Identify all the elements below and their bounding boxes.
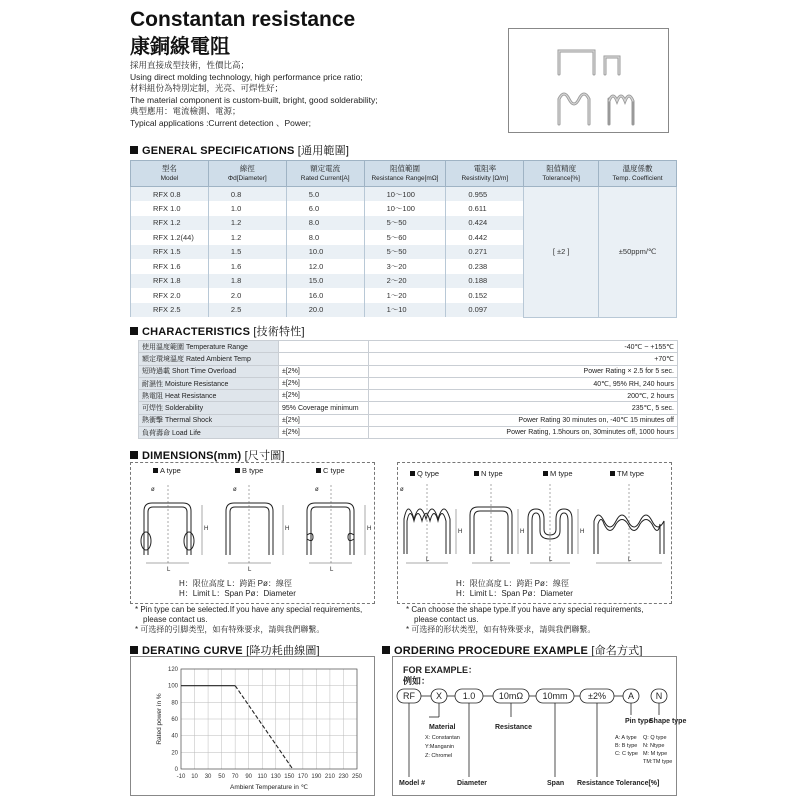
series-line bbox=[235, 686, 293, 769]
left-notes: * Pin type can be selected.If you have any special requirements, please contact us. * 可选择的引脚类型，如有特殊要求，請與我們聯繫。 bbox=[135, 605, 363, 634]
svg-text:Z: Chromel: Z: Chromel bbox=[425, 753, 453, 759]
l-label: L bbox=[330, 567, 334, 573]
right-dimension-drawings bbox=[398, 479, 671, 571]
for-example-label: FOR EXAMPLE： bbox=[403, 665, 478, 675]
n-type-label: N type bbox=[474, 469, 503, 478]
temp-coeff-cell: ±50ppm/℃ bbox=[599, 187, 677, 318]
char-condition: 40℃, 95% RH, 240 hours bbox=[369, 377, 678, 389]
char-deviation: ±[2%] bbox=[279, 427, 369, 439]
phi-label: ø bbox=[400, 487, 404, 493]
ordering-diagram bbox=[393, 657, 687, 795]
char-deviation: ±[2%] bbox=[279, 414, 369, 426]
h-label: H bbox=[520, 529, 525, 535]
q-type-label: Q type bbox=[410, 469, 439, 478]
x-tick-label: 170 bbox=[297, 774, 308, 780]
char-label: 可焊性 Solderability bbox=[139, 402, 279, 414]
x-tick-label: -10 bbox=[176, 774, 186, 780]
x-tick-label: 130 bbox=[270, 774, 281, 780]
x-tick-label: 190 bbox=[311, 774, 322, 780]
svg-text:TM:TM type: TM:TM type bbox=[643, 759, 673, 765]
l-label: L bbox=[628, 557, 632, 563]
intro-line: 材料組份為特別定制，光亮、可焊性好； bbox=[130, 83, 284, 93]
svg-text:X: Constantan: X: Constantan bbox=[425, 735, 460, 741]
legend-en: H：Limit L：Span Pø：Diameter bbox=[179, 589, 296, 598]
y-tick-label: 80 bbox=[171, 700, 178, 707]
y-tick-label: 60 bbox=[171, 717, 178, 723]
x-axis-label: Ambient Temperature in ℃ bbox=[230, 784, 308, 791]
table-row: RFX 1.6 1.6 12.0 3～20 0.238 bbox=[131, 259, 677, 274]
dimensions-right-box bbox=[397, 462, 672, 604]
general-specs-heading: GENERAL SPECIFICATIONS [通用範圍] bbox=[130, 142, 349, 158]
table-row: RFX 0.8 0.8 5.0 10～100 0.955 [ ±2 ] ±50ppm/℃ bbox=[131, 187, 677, 202]
pin-title: Pin type bbox=[625, 718, 653, 725]
char-condition: +70℃ bbox=[369, 353, 678, 365]
h-label: H bbox=[285, 526, 290, 532]
char-condition: Power Rating 30 minutes on, -40℃ 15 minutes off bbox=[369, 414, 678, 426]
x-tick-label: 230 bbox=[338, 774, 349, 780]
characteristics-row bbox=[139, 377, 678, 389]
svg-text:N: Ntype: N: Ntype bbox=[643, 743, 665, 749]
characteristics-table bbox=[138, 340, 678, 439]
char-deviation: 95% Coverage minimum bbox=[279, 402, 369, 414]
phi-label: ø bbox=[315, 487, 319, 493]
phi-label: ø bbox=[151, 487, 155, 493]
m-type-label: M type bbox=[543, 469, 573, 478]
resistance-title: Resistance bbox=[495, 724, 532, 731]
char-deviation: ±[2%] bbox=[279, 377, 369, 389]
diameter-label: Diameter bbox=[457, 780, 487, 787]
table-row: RFX 1.0 1.0 6.0 10～100 0.611 bbox=[131, 201, 677, 216]
span-label: Span bbox=[547, 780, 565, 787]
derating-chart bbox=[131, 657, 374, 795]
h-label: H bbox=[580, 529, 585, 535]
char-condition: 200℃, 2 hours bbox=[369, 390, 678, 402]
x-tick-label: 110 bbox=[257, 774, 268, 780]
char-condition: 235℃, 5 sec. bbox=[369, 402, 678, 414]
y-tick-label: 20 bbox=[171, 750, 178, 757]
derating-chart-box bbox=[130, 656, 375, 796]
char-deviation: ±[2%] bbox=[279, 390, 369, 402]
characteristics-row bbox=[139, 414, 678, 426]
col-header: 額定電流 Rated Current[A] bbox=[286, 161, 364, 187]
square-bullet-icon bbox=[130, 146, 138, 154]
col-header: 溫度係數 Temp. Coefficient bbox=[599, 161, 677, 187]
l-label: L bbox=[248, 567, 252, 573]
col-header: 阻值範圍 Resistance Range[mΩ] bbox=[364, 161, 446, 187]
tolerance-label: Resistance Tolerance[%] bbox=[577, 780, 660, 787]
col-header: 型名 Model bbox=[131, 161, 209, 187]
dimensions-left-box bbox=[130, 462, 375, 604]
col-header: 阻值精度 Tolerance[%] bbox=[524, 161, 599, 187]
legend-zh: H：限位高度 L：跨距 Pø：線徑 bbox=[179, 579, 292, 588]
square-bullet-icon bbox=[130, 646, 138, 654]
table-row: RFX 1.8 1.8 15.0 2～20 0.188 bbox=[131, 274, 677, 289]
intro-line: Typical applications :Current detection 、Power; bbox=[130, 117, 311, 128]
char-deviation bbox=[279, 341, 369, 353]
square-bullet-icon bbox=[130, 327, 138, 335]
char-condition: Power Rating, 1.5hours on, 30minutes off, 1000 hours bbox=[369, 427, 678, 439]
characteristics-row bbox=[139, 402, 678, 414]
x-tick-label: 30 bbox=[204, 774, 212, 780]
ordering-box bbox=[392, 656, 687, 796]
char-label: 使用溫度範圍 Temperature Range bbox=[139, 341, 279, 353]
x-tick-label: 70 bbox=[231, 774, 239, 780]
char-condition: -40℃ ~ +155℃ bbox=[369, 341, 678, 353]
table-row: RFX 2.5 2.5 20.0 1～10 0.097 bbox=[131, 303, 677, 318]
table-row: RFX 1.5 1.5 10.0 5～50 0.271 bbox=[131, 245, 677, 260]
c-type-label: C type bbox=[316, 466, 345, 475]
svg-text:Q: Q type: Q: Q type bbox=[643, 735, 667, 741]
example-zh-label: 例如： bbox=[403, 676, 431, 686]
derating-heading: DERATING CURVE [降功耗曲線圖] bbox=[130, 642, 320, 658]
intro-line: Using direct molding technology, high performance price ratio; bbox=[130, 71, 363, 82]
svg-text:Y:Manganin: Y:Manganin bbox=[425, 744, 455, 750]
table-row: RFX 1.2 1.2 8.0 5～50 0.424 bbox=[131, 216, 677, 231]
code-pin-type: A bbox=[627, 691, 635, 701]
table-row: RFX 2.0 2.0 16.0 1～20 0.152 bbox=[131, 288, 677, 303]
shape-title: Shape type bbox=[649, 718, 687, 725]
svg-text:B: B type: B: B type bbox=[615, 743, 638, 749]
svg-text:A: A type: A: A type bbox=[615, 735, 637, 741]
y-tick-label: 40 bbox=[171, 733, 178, 740]
char-label: 額定環境溫度 Rated Ambient Temp bbox=[139, 353, 279, 365]
h-label: H bbox=[367, 526, 372, 532]
a-type-label: A type bbox=[153, 466, 181, 475]
intro-line: 採用直接成型技術，性價比高； bbox=[130, 60, 250, 70]
char-label: 熱衝擊 Thermal Shock bbox=[139, 414, 279, 426]
char-label: 耐濕性 Moisture Resistance bbox=[139, 377, 279, 389]
col-header: 線徑 Φd[Diameter] bbox=[208, 161, 286, 187]
characteristics-row bbox=[139, 353, 678, 365]
x-tick-label: 90 bbox=[245, 774, 253, 780]
code-model: RF bbox=[403, 691, 415, 701]
char-label: 短時過載 Short Time Overload bbox=[139, 365, 279, 377]
code-span: 10mm bbox=[542, 691, 568, 701]
table-header-row bbox=[131, 161, 677, 187]
square-bullet-icon bbox=[130, 451, 138, 459]
square-bullet-icon bbox=[382, 646, 390, 654]
legend-zh: H：限位高度 L：跨距 Pø：線徑 bbox=[456, 579, 569, 588]
x-tick-label: 50 bbox=[218, 774, 225, 780]
tolerance-cell: [ ±2 ] bbox=[524, 187, 599, 318]
general-specs-table bbox=[130, 160, 677, 318]
char-label: 負荷壽命 Load Life bbox=[139, 427, 279, 439]
y-tick-label: 0 bbox=[174, 767, 178, 773]
intro-text bbox=[130, 60, 378, 129]
characteristics-row bbox=[139, 390, 678, 402]
ordering-heading: ORDERING PROCEDURE EXAMPLE [命名方式] bbox=[382, 642, 643, 658]
table-row: RFX 1.2(44) 1.2 8.0 5～60 0.442 bbox=[131, 230, 677, 245]
right-notes: * Can choose the shape type.If you have any special requirements, please contact us. * 可选择的形状类型，如有特殊要求，請與我們聯繫。 bbox=[406, 605, 644, 634]
legend-en: H：Limit L：Span Pø：Diameter bbox=[456, 589, 573, 598]
l-label: L bbox=[490, 557, 494, 563]
material-title: Material bbox=[429, 724, 456, 731]
b-type-label: B type bbox=[235, 466, 263, 475]
intro-line: The material component is custom-built, bright, good solderability; bbox=[130, 94, 378, 105]
char-label: 熱電阻 Heat Resistance bbox=[139, 390, 279, 402]
l-label: L bbox=[426, 557, 430, 563]
x-tick-label: 150 bbox=[284, 774, 295, 780]
x-tick-label: 250 bbox=[351, 774, 363, 780]
svg-text:M: M type: M: M type bbox=[643, 751, 668, 757]
code-resistance: 10mΩ bbox=[498, 691, 524, 701]
left-dimension-drawings bbox=[131, 475, 374, 575]
y-axis-label: Rated power in % bbox=[156, 693, 163, 745]
code-shape-type: N bbox=[655, 691, 663, 701]
h-label: H bbox=[204, 526, 209, 532]
characteristics-row bbox=[139, 341, 678, 353]
page-title-zh: 康銅線電阻 bbox=[130, 36, 230, 58]
dimensions-heading: DIMENSIONS(mm) [尺寸圖] bbox=[130, 447, 285, 463]
resistor-shapes-image bbox=[509, 29, 668, 132]
svg-text:C: C type: C: C type bbox=[615, 751, 638, 757]
characteristics-heading: CHARACTERISTICS [技術特性] bbox=[130, 323, 305, 339]
code-material: X bbox=[435, 691, 443, 701]
code-diameter: 1.0 bbox=[462, 691, 476, 701]
h-label: H bbox=[458, 529, 463, 535]
char-condition: Power Rating × 2.5 for 5 sec. bbox=[369, 365, 678, 377]
product-photo bbox=[508, 28, 669, 133]
l-label: L bbox=[167, 567, 171, 573]
l-label: L bbox=[549, 557, 553, 563]
y-tick-label: 100 bbox=[167, 683, 178, 690]
model-label: Model # bbox=[399, 780, 426, 787]
col-header: 電阻率 Resistivity [Ω/m] bbox=[446, 161, 524, 187]
char-deviation: ±[2%] bbox=[279, 365, 369, 377]
intro-line: 典型應用：電流檢測、電源； bbox=[130, 106, 241, 116]
y-tick-label: 120 bbox=[167, 667, 178, 673]
x-tick-label: 210 bbox=[324, 774, 335, 780]
code-tolerance: ±2% bbox=[588, 691, 606, 701]
characteristics-row bbox=[139, 427, 678, 439]
phi-label: ø bbox=[233, 487, 237, 493]
x-tick-label: 10 bbox=[191, 774, 198, 780]
characteristics-row bbox=[139, 365, 678, 377]
tm-type-label: TM type bbox=[610, 469, 644, 478]
char-deviation bbox=[279, 353, 369, 365]
page-title-en: Constantan resistance bbox=[130, 8, 356, 31]
